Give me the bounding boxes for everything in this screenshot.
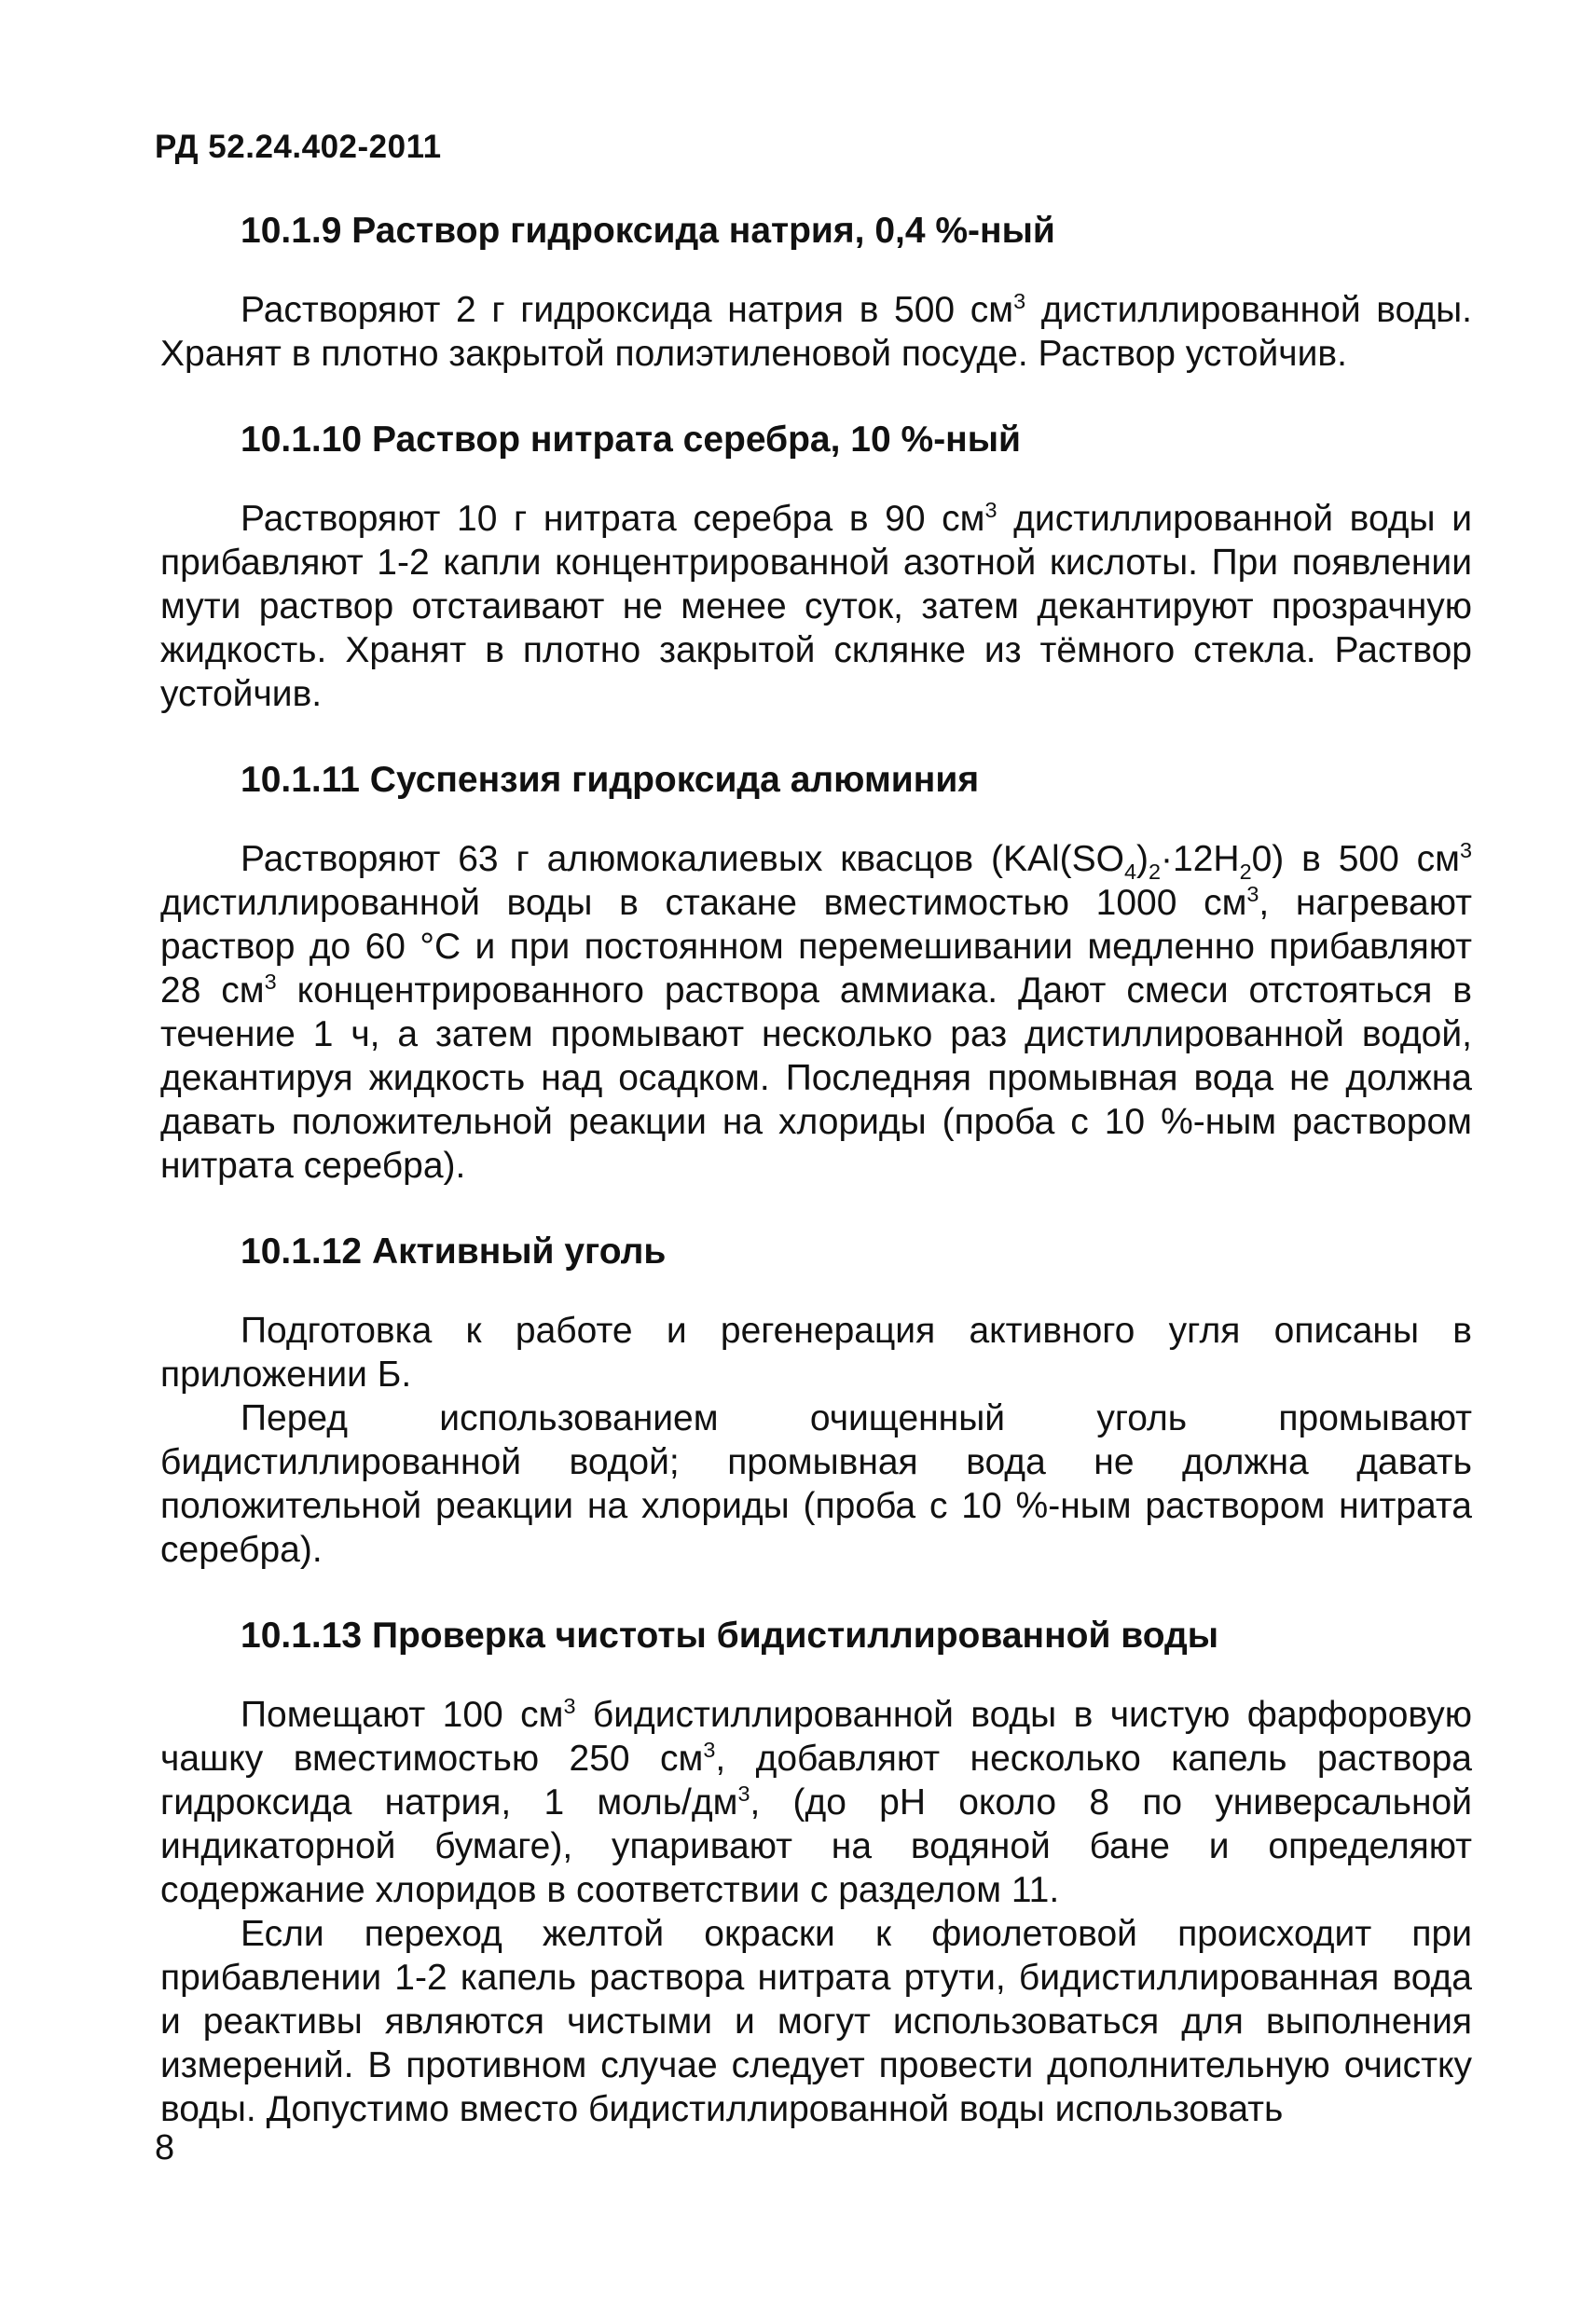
section-paragraph: Растворяют 63 г алюмокалиевых квасцов $(KAl(SO_4)_2\cdot 12H_20)$ в 500 $см^3$ дистиллированной воды в стакане вместимостью 1000 $см^3$, нагревают раствор до 60 °С и при постоянном перемешивании медленно прибавляют 28 $см^3$ концентрированного раствора аммиака. Дают смеси отстояться в течение 1 ч, а затем промывают несколько раз дистиллированной водой, декантируя жидкость над осадком. Последняя промывная вода не должна давать положительной реакции на хлориды (проба с 10 %-ным раствором нитрата серебра). <box>160 838 1472 1186</box>
section-heading: 10.1.9 Раствор гидроксида натрия, 0,4 %-ный <box>241 211 1055 251</box>
section-paragraph: Растворяют 2 г гидроксида натрия в 500 $см^3$ дистиллированной воды. Хранят в плотно закрытой полиэтиленовой посуде. Раствор устойчив. <box>160 289 1473 374</box>
section-paragraph: Помещают 100 $см^3$ бидистиллированной воды в чистую фарфоровую чашку вместимостью 250 $см^3$, добавляют несколько капель раствора гидроксида натрия, 1 моль/$дм^3$, (до рН около 8 по универсальной индикаторной бумаге), упаривают на водяной бане и определяют содержание хлоридов в соответствии с разделом 11. <box>160 1694 1473 1910</box>
section-heading: 10.1.13 Проверка чистоты бидистиллированной воды <box>241 1616 1219 1656</box>
section-10-1-11 <box>160 759 1472 1188</box>
section-heading: 10.1.10 Раствор нитрата серебра, 10 %-ный <box>241 420 1022 460</box>
section-paragraph: Если переход желтой окраски к фиолетовой происходит при прибавлении 1-2 капель раствора нитрата ртути, бидистиллированная вода и реактивы являются чистыми и могут использоваться для выполнения измерений. В противном случае следует провести дополнительную очистку воды. Допустимо вместо бидистиллированной воды использовать <box>160 1914 1472 2129</box>
section-heading: 10.1.12 Активный уголь <box>241 1231 667 1272</box>
section-10-1-12 <box>160 1231 1472 1572</box>
page-number: 8 <box>155 2128 175 2167</box>
section-paragraph: Растворяют 10 г нитрата серебра в 90 $см^3$ дистиллированной воды и прибавляют 1-2 капли концентрированной азотной кислоты. При появлении мути раствор отстаивают не менее суток, затем декантируют прозрачную жидкость. Хранят в плотно закрытой склянке из тёмного стекла. Раствор устойчив. <box>160 498 1472 714</box>
section-10-1-9 <box>160 210 1472 376</box>
section-heading: 10.1.11 Суспензия гидроксида алюминия <box>241 760 980 800</box>
section-10-1-10 <box>160 419 1472 716</box>
section-paragraph: Перед использованием очищенный уголь промывают бидистиллированной водой; промывная вода не должна давать положительной реакции на хлориды (проба с 10 %-ным раствором нитрата серебра). <box>160 1398 1472 1570</box>
document-body <box>160 210 1472 2131</box>
section-paragraph: Подготовка к работе и регенерация активного угля описаны в приложении Б. <box>160 1311 1472 1395</box>
section-10-1-13 <box>160 1615 1472 2131</box>
document-code-header: РД 52.24.402-2011 <box>155 129 442 165</box>
